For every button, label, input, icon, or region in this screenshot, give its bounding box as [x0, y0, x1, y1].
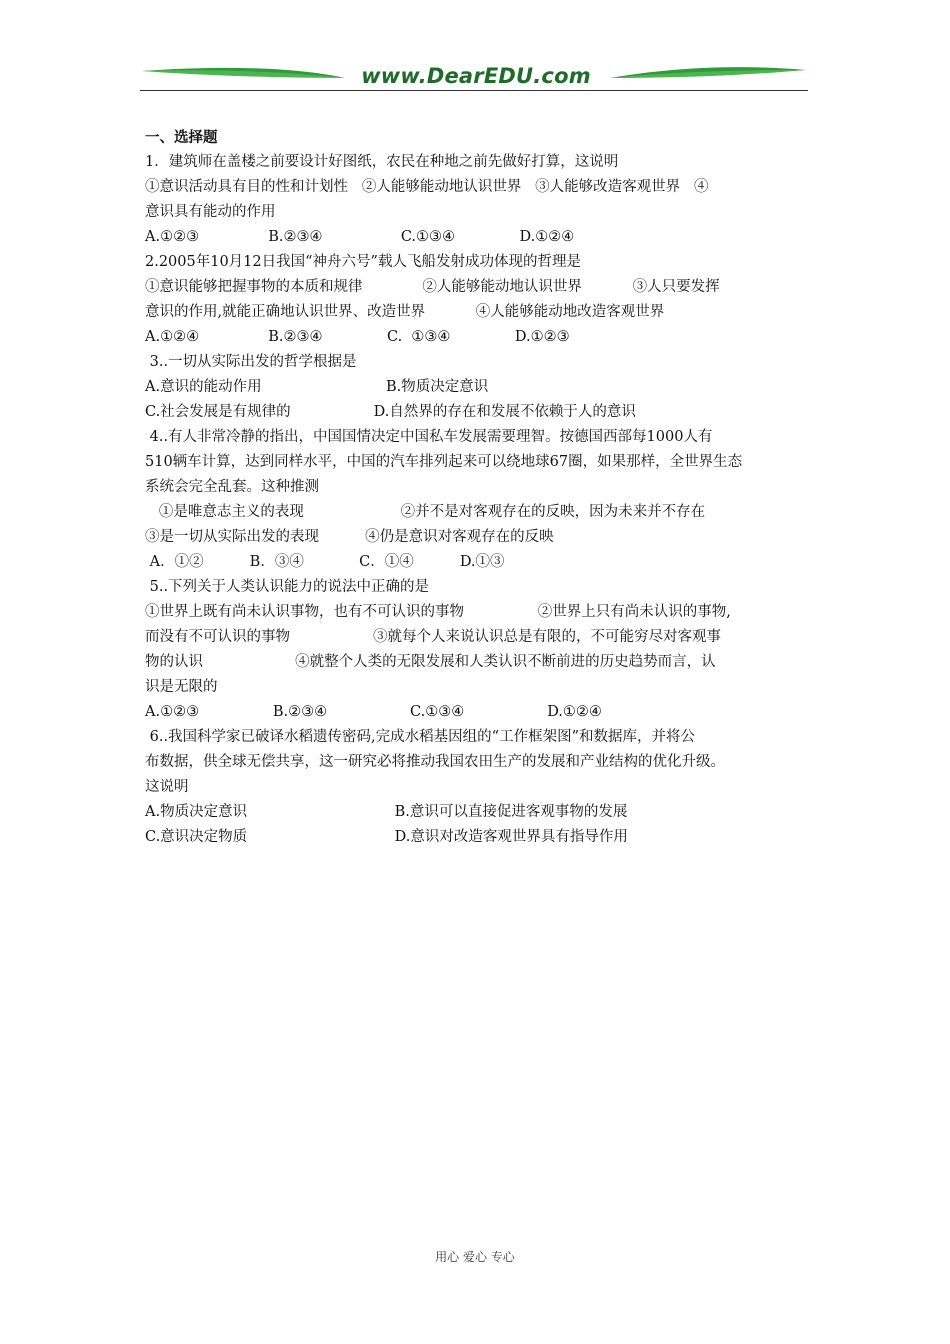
section-title: 一、选择题	[145, 129, 218, 146]
page-footer: 用心 爱心 专心	[435, 1250, 515, 1264]
text-line: ①意识活动具有目的性和计划性 ②人能够能动地认识世界 ③人能够改造客观世界 ④	[145, 179, 709, 195]
text-line: 而没有不可认识的事物 ③就每个人来说认识总是有限的，不可能穷尽对客观事	[145, 629, 721, 645]
text-line: C.社会发展是有规律的 D.自然界的存在和发展不依赖于人的意识	[145, 404, 636, 420]
site-logo: www.DearEDU.com	[361, 64, 591, 88]
text-line: 系统会完全乱套。这种推测	[145, 479, 319, 495]
document-body	[145, 125, 815, 850]
text-line: 意识的作用,就能正确地认识世界、改造世界 ④人能够能动地改造客观世界	[145, 304, 665, 320]
text-line: A.物质决定意识 B.意识可以直接促进客观事物的发展	[145, 804, 628, 820]
text-line: ①世界上既有尚未认识事物，也有不可认识的事物 ②世界上只有尚未认识的事物,	[145, 604, 731, 620]
header-divider	[140, 90, 808, 91]
text-line: ①意识能够把握事物的本质和规律 ②人能够能动地认识世界 ③人只要发挥	[145, 279, 720, 295]
text-line: A.①②③ B.②③④ C.①③④ D.①②④	[145, 704, 602, 720]
text-line: 物的认识 ④就整个人类的无限发展和人类认识不断前进的历史趋势而言，认	[145, 654, 716, 670]
text-line: C.意识决定物质 D.意识对改造客观世界具有指导作用	[145, 829, 628, 845]
text-line: 意识具有能动的作用	[145, 204, 276, 220]
text-line: 510辆车计算，达到同样水平，中国的汽车排列起来可以绕地球67圈，如果那样，全世界生态	[145, 454, 743, 470]
text-line: 布数据，供全球无偿共享，这一研究必将推动我国农田生产的发展和产业结构的优化升级。	[145, 754, 725, 770]
text-line: A.①②④ B.②③④ C. ①③④ D.①②③	[145, 329, 570, 345]
text-line: A.①②③ B.②③④ C.①③④ D.①②④	[145, 229, 575, 245]
text-line: 1．建筑师在盖楼之前要设计好图纸，农民在种地之前先做好打算，这说明	[145, 154, 619, 170]
text-line: 3..一切从实际出发的哲学根据是	[145, 354, 357, 370]
text-line: 识是无限的	[145, 679, 218, 695]
text-line: A．①② B．③④ C．①④ D.①③	[145, 554, 505, 570]
text-line: 4..有人非常冷静的指出，中国国情决定中国私车发展需要理智。按德国西部每1000人有	[145, 429, 713, 445]
text-line: ③是一切从实际出发的表现 ④仍是意识对客观存在的反映	[145, 529, 554, 545]
text-line: ①是唯意志主义的表现 ②并不是对客观存在的反映，因为未来并不存在	[145, 504, 706, 520]
text-line: A.意识的能动作用 B.物质决定意识	[145, 379, 489, 395]
text-line: 这说明	[145, 779, 189, 795]
text-line: 5..下列关于人类认识能力的说法中正确的是	[145, 579, 430, 595]
page-header	[140, 62, 808, 94]
text-line: 6..我国科学家已破译水稻遗传密码,完成水稻基因组的“工作框架图”和数据库，并将公	[145, 729, 695, 745]
text-line: 2.2005年10月12日我国“神舟六号”载人飞船发射成功体现的哲理是	[145, 254, 581, 270]
